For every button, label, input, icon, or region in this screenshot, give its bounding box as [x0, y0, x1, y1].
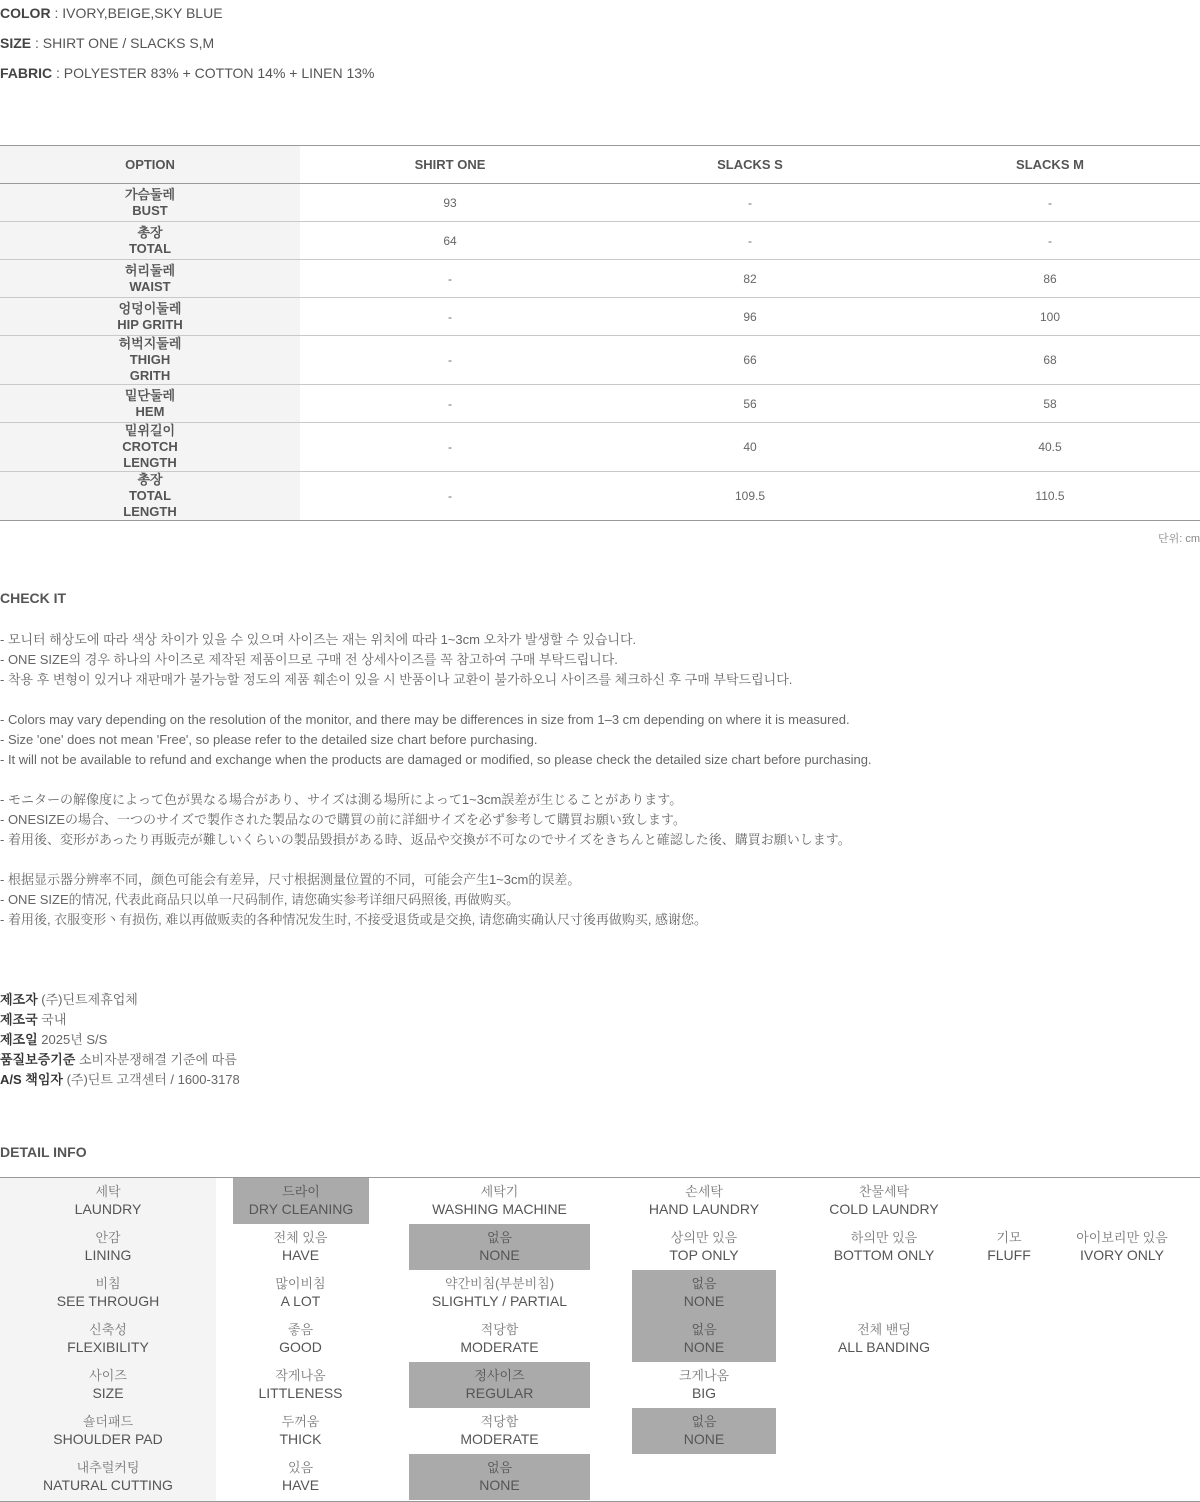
detail-option-en: TOP ONLY — [669, 1247, 739, 1263]
size-row-label — [0, 260, 300, 298]
spec-size — [0, 35, 214, 51]
detail-option-en: HAVE — [281, 1247, 320, 1263]
size-row — [0, 423, 1200, 472]
check-it-notes — [0, 630, 872, 930]
check-it-line: - 根据显示器分辨率不同，颜色可能会有差异，尺寸根据测量位置的不同，可能会产生1~3cm的误差。 — [0, 872, 581, 887]
detail-label-ko: 내추럴커팅 — [76, 1460, 140, 1475]
size-row-label-ko: 밑단둘레 — [124, 387, 176, 403]
detail-option-ko: 작게나옴 — [275, 1368, 326, 1383]
detail-label-ko: 비침 — [95, 1276, 121, 1291]
detail-label-ko: 신축성 — [89, 1322, 127, 1337]
size-cell: - — [300, 260, 600, 298]
check-it-line: - 착용 후 변형이 있거나 재판매가 불가능할 정도의 제품 훼손이 있을 시 반품이나 교환이 불가하오니 사이즈를 체크하신 후 구매 부탁드립니다. — [0, 672, 793, 687]
detail-label-en: NATURAL CUTTING — [43, 1477, 173, 1493]
detail-option-en: REGULAR — [465, 1385, 534, 1401]
size-row — [0, 472, 1200, 521]
detail-option — [812, 1178, 956, 1224]
size-row-label-en: WAIST — [129, 278, 171, 294]
detail-option-ko: 전체 밴딩 — [857, 1322, 911, 1337]
detail-option — [409, 1270, 590, 1316]
manufacturer-label: 제조일 — [0, 1032, 38, 1047]
size-row-label — [0, 472, 300, 521]
manufacturer-label: 제조자 — [0, 992, 38, 1007]
detail-option-ko: 드라이 — [282, 1184, 320, 1199]
detail-option-ko: 두꺼움 — [281, 1414, 320, 1429]
size-cell: - — [300, 385, 600, 423]
detail-option — [409, 1408, 590, 1454]
spec-size-label: SIZE — [0, 35, 32, 51]
size-cell: - — [300, 472, 600, 521]
size-cell: 40.5 — [900, 423, 1200, 472]
size-row-label-en: HIP GRITH — [117, 316, 183, 332]
manufacturer-value: 소비자분쟁해결 기준에 따름 — [75, 1052, 237, 1067]
detail-row-label — [0, 1408, 216, 1454]
size-row — [0, 385, 1200, 423]
manufacturer-line — [0, 1030, 240, 1050]
check-it-title: CHECK IT — [0, 590, 67, 606]
detail-option-en: MODERATE — [460, 1339, 539, 1355]
detail-option-selected — [632, 1316, 776, 1362]
detail-option-en: LITTLENESS — [258, 1385, 343, 1401]
detail-option-ko: 세탁기 — [480, 1184, 519, 1199]
detail-row-label — [0, 1316, 216, 1362]
detail-option-selected — [409, 1454, 590, 1500]
spec-size-value: : SHIRT ONE / SLACKS S,M — [31, 35, 215, 51]
size-row — [0, 298, 1200, 336]
size-row — [0, 184, 1200, 222]
detail-option — [216, 1270, 385, 1316]
spec-fabric-label: FABRIC — [0, 65, 53, 81]
size-header-slacks-m: SLACKS M — [900, 146, 1200, 184]
check-it-line: - ONE SIZE의 경우 하나의 사이즈로 제작된 제품이므로 구매 전 상세사이즈를 꼭 참고하여 구매 부탁드립니다. — [0, 652, 618, 667]
size-row-label — [0, 222, 300, 260]
detail-option — [216, 1224, 385, 1270]
check-it-line: - モニターの解像度によって色が異なる場合があり、サイズは測る場所によって1~3cm誤差が生じることがあります。 — [0, 792, 683, 807]
manufacturer-line — [0, 1070, 240, 1090]
spec-color-label: COLOR — [0, 5, 51, 21]
size-row-label-en: BUST — [132, 202, 168, 218]
size-cell: - — [300, 298, 600, 336]
detail-label-ko: 세탁 — [95, 1184, 121, 1199]
size-row-label — [0, 184, 300, 222]
detail-option-selected — [632, 1408, 776, 1454]
detail-option-ko: 있음 — [287, 1460, 314, 1475]
paragraph-gap — [0, 770, 872, 790]
detail-option-ko: 없음 — [486, 1460, 513, 1475]
detail-option-en: HAVE — [281, 1477, 320, 1493]
manufacturer-line — [0, 1010, 240, 1030]
size-cell: - — [900, 222, 1200, 260]
detail-option-en: NONE — [479, 1247, 520, 1263]
detail-option-en: GOOD — [279, 1339, 322, 1355]
size-row-label-en: HEM — [135, 403, 165, 419]
size-cell: - — [900, 184, 1200, 222]
detail-option — [632, 1178, 776, 1224]
spec-color-value: : IVORY,BEIGE,SKY BLUE — [50, 5, 223, 21]
detail-option-ko: 많이비침 — [275, 1276, 326, 1291]
manufacturer-info — [0, 990, 240, 1090]
size-cell: 109.5 — [600, 472, 900, 521]
detail-option-en: BOTTOM ONLY — [833, 1247, 935, 1263]
detail-option — [632, 1224, 776, 1270]
detail-option-en: SLIGHTLY / PARTIAL — [431, 1293, 568, 1309]
size-cell: 40 — [600, 423, 900, 472]
size-cell: 58 — [900, 385, 1200, 423]
size-row-label-en: THIGH — [129, 352, 171, 367]
detail-option — [409, 1316, 590, 1362]
manufacturer-value: 국내 — [37, 1012, 67, 1027]
size-row-label-ko: 허리둘레 — [124, 262, 176, 278]
check-it-line: - 着用後, 衣服变形丶有损伤, 难以再做贩卖的各种情况发生时, 不接受退货或是交换, 请您确实确认尺寸後再做购买, 感谢您。 — [0, 912, 708, 927]
check-it-line: - 모니터 해상도에 따라 색상 차이가 있을 수 있으며 사이즈는 재는 위치에 따라 1~3cm 오차가 발생할 수 있습니다. — [0, 632, 637, 647]
detail-option-ko: 좋음 — [287, 1322, 314, 1337]
detail-option-ko: 아이보리만 있음 — [1076, 1230, 1168, 1245]
manufacturer-line — [0, 1050, 240, 1070]
detail-option-selected — [409, 1362, 590, 1408]
size-row-label — [0, 423, 300, 472]
size-cell: 64 — [300, 222, 600, 260]
paragraph-gap — [0, 690, 872, 710]
detail-option-ko: 정사이즈 — [474, 1368, 525, 1383]
size-row — [0, 260, 1200, 298]
detail-option-en: MODERATE — [460, 1431, 539, 1447]
detail-option-selected — [632, 1270, 776, 1316]
manufacturer-label: 제조국 — [0, 1012, 38, 1027]
size-cell: 82 — [600, 260, 900, 298]
manufacturer-value: (주)딘트제휴업체 — [37, 992, 138, 1007]
detail-option-en: DRY CLEANING — [248, 1201, 354, 1217]
detail-option — [632, 1362, 776, 1408]
size-cell: 56 — [600, 385, 900, 423]
size-table — [0, 145, 1200, 521]
detail-option-en: WASHING MACHINE — [432, 1201, 567, 1217]
size-cell: 68 — [900, 336, 1200, 385]
check-it-line: - Size 'one' does not mean 'Free', so please refer to the detailed size chart before purchasing. — [0, 732, 538, 747]
detail-option-ko: 적당함 — [480, 1414, 519, 1429]
detail-option — [216, 1362, 385, 1408]
detail-option-ko: 크게나옴 — [678, 1368, 730, 1383]
detail-label-en: FLEXIBILITY — [67, 1339, 149, 1355]
size-cell: 86 — [900, 260, 1200, 298]
size-row-label-ko: 밑위길이 — [124, 423, 176, 438]
manufacturer-label: 품질보증기준 — [0, 1052, 76, 1067]
size-header-shirt-one: SHIRT ONE — [300, 146, 600, 184]
size-cell: 66 — [600, 336, 900, 385]
detail-row-label — [0, 1454, 216, 1500]
detail-option-ko: 찬물세탁 — [858, 1184, 910, 1199]
check-it-line: - 着用後、変形があったり再販売が難しいくらいの製品毀損がある時、返品や交換が不可なのでサイズをきちんと確認した後、購買お願いします。 — [0, 832, 851, 847]
detail-option — [216, 1408, 385, 1454]
size-header-slacks-s: SLACKS S — [600, 146, 900, 184]
detail-row-label — [0, 1224, 216, 1270]
detail-option-en: THICK — [279, 1431, 322, 1447]
detail-option-en: NONE — [683, 1431, 725, 1447]
size-header-option: OPTION — [0, 146, 300, 184]
detail-option-en: NONE — [683, 1339, 725, 1355]
spec-fabric — [0, 65, 375, 81]
detail-label-en: LAUNDRY — [74, 1201, 142, 1217]
size-row-label-en: LENGTH — [123, 504, 177, 519]
size-cell: 96 — [600, 298, 900, 336]
detail-option — [812, 1224, 956, 1270]
detail-info-title: DETAIL INFO — [0, 1144, 87, 1160]
spec-fabric-value: : POLYESTER 83% + COTTON 14% + LINEN 13% — [52, 65, 375, 81]
detail-option — [980, 1224, 1038, 1270]
detail-option — [409, 1178, 590, 1224]
size-row-label-en: TOTAL — [128, 240, 172, 256]
size-row — [0, 336, 1200, 385]
check-it-line: - It will not be available to refund and exchange when the products are damaged or modified, so please check the detailed size chart before purchasing. — [0, 752, 872, 767]
detail-option-ko: 없음 — [691, 1414, 717, 1429]
size-cell: 100 — [900, 298, 1200, 336]
detail-option-selected — [409, 1224, 590, 1270]
detail-label-en: SEE THROUGH — [56, 1293, 160, 1309]
unit-note: 단위: cm — [1157, 533, 1200, 545]
detail-option — [1058, 1224, 1186, 1270]
detail-option-ko: 전체 있음 — [273, 1230, 328, 1245]
size-row-label-en: TOTAL — [128, 488, 172, 503]
size-row-label — [0, 298, 300, 336]
check-it-line: - ONESIZEの場合、一つのサイズで製作された製品なので購買の前に詳細サイズを必ず参考して購買お願い致します。 — [0, 812, 686, 827]
size-row-label-ko: 가슴둘레 — [124, 186, 176, 202]
size-row-label-en: LENGTH — [123, 455, 177, 470]
detail-option-en: NONE — [683, 1293, 725, 1309]
size-cell: 93 — [300, 184, 600, 222]
size-row-label-ko: 총장 — [137, 224, 163, 240]
size-row-label-en: CROTCH — [122, 439, 178, 454]
detail-option-selected — [233, 1178, 369, 1224]
detail-option-ko: 기모 — [996, 1230, 1022, 1245]
detail-option — [216, 1316, 385, 1362]
paragraph-gap — [0, 850, 872, 870]
detail-row-label — [0, 1178, 216, 1224]
size-row-label — [0, 336, 300, 385]
size-row-label-ko: 엉덩이둘레 — [118, 300, 182, 316]
detail-label-ko: 안감 — [95, 1230, 121, 1245]
size-row-label — [0, 385, 300, 423]
detail-option-ko: 없음 — [691, 1322, 717, 1337]
detail-row-label — [0, 1270, 216, 1316]
detail-info-grid — [0, 1177, 1200, 1502]
spec-color — [0, 5, 223, 21]
detail-option-ko: 없음 — [691, 1276, 717, 1291]
detail-option-en: COLD LAUNDRY — [829, 1201, 939, 1217]
detail-option-ko: 손세탁 — [685, 1184, 723, 1199]
detail-option-ko: 없음 — [486, 1230, 513, 1245]
manufacturer-line — [0, 990, 240, 1010]
detail-option-ko: 적당함 — [480, 1322, 519, 1337]
manufacturer-value: 2025년 S/S — [37, 1032, 108, 1047]
detail-label-en: SIZE — [92, 1385, 124, 1401]
detail-option-ko: 약간비침(부분비침) — [444, 1276, 555, 1291]
size-cell: 110.5 — [900, 472, 1200, 521]
size-row-label-ko: 허벅지둘레 — [118, 336, 182, 351]
size-row-label-ko: 총장 — [137, 472, 163, 487]
detail-option-en: IVORY ONLY — [1079, 1247, 1165, 1263]
check-it-line: - Colors may vary depending on the resolution of the monitor, and there may be differences in size from 1–3 cm depending on where it is measured. — [0, 712, 850, 727]
size-table-header — [0, 146, 1200, 184]
detail-option-en: HAND LAUNDRY — [648, 1201, 760, 1217]
detail-option-en: NONE — [479, 1477, 520, 1493]
detail-label-ko: 사이즈 — [89, 1368, 127, 1383]
detail-option-en: FLUFF — [987, 1247, 1031, 1263]
size-cell: - — [600, 184, 900, 222]
detail-row-label — [0, 1362, 216, 1408]
size-cell: - — [300, 423, 600, 472]
detail-option-ko: 상의만 있음 — [670, 1230, 738, 1245]
detail-option-en: ALL BANDING — [837, 1339, 931, 1355]
manufacturer-label: A/S 책임자 — [0, 1072, 63, 1087]
manufacturer-value: (주)딘트 고객센터 / 1600-3178 — [62, 1072, 240, 1087]
detail-option — [216, 1454, 385, 1500]
detail-option-en: BIG — [691, 1385, 717, 1401]
detail-option — [812, 1316, 956, 1362]
detail-label-ko: 숄더패드 — [82, 1414, 134, 1429]
detail-label-en: SHOULDER PAD — [53, 1431, 163, 1447]
size-row-label-en: GRITH — [129, 368, 171, 383]
size-cell: - — [600, 222, 900, 260]
size-row — [0, 222, 1200, 260]
size-cell: - — [300, 336, 600, 385]
detail-option-en: A LOT — [280, 1293, 321, 1309]
check-it-line: - ONE SIZE的情况, 代表此商品只以单一尺码制作, 请您确实参考详细尺码照後, 再做购买。 — [0, 892, 520, 907]
detail-option-ko: 하의만 있음 — [850, 1230, 918, 1245]
detail-label-en: LINING — [84, 1247, 132, 1263]
